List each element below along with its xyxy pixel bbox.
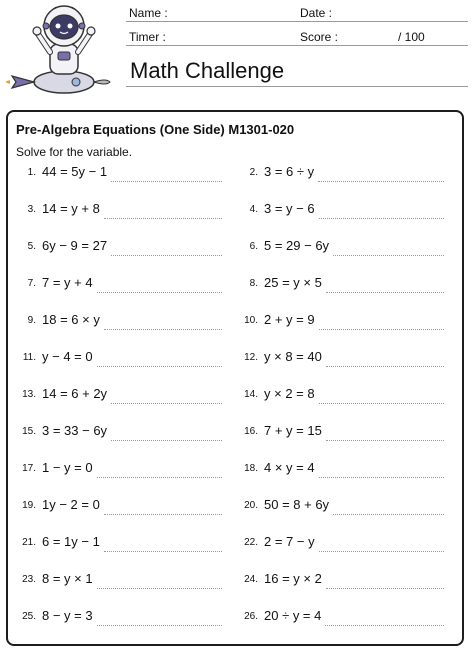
problem-equation: 7 + y = 15 xyxy=(264,423,322,438)
astronaut-rocket-icon xyxy=(6,2,118,102)
problem-number: 16. xyxy=(244,426,258,437)
problem-number: 21. xyxy=(22,537,36,548)
problem-equation: 6y − 9 = 27 xyxy=(42,238,108,253)
problem-item xyxy=(234,423,444,443)
problem-item xyxy=(234,571,444,591)
answer-line[interactable] xyxy=(326,440,444,441)
answer-line[interactable] xyxy=(326,588,444,589)
problem-equation: 50 = 8 + 6y xyxy=(264,497,330,512)
answer-line[interactable] xyxy=(319,477,444,478)
problem-equation: 14 = y + 8 xyxy=(42,201,100,216)
problem-item xyxy=(12,423,222,443)
problem-item xyxy=(12,386,222,406)
problem-equation: 44 = 5y − 1 xyxy=(42,164,108,179)
date-label: Date : xyxy=(300,6,333,20)
answer-line[interactable] xyxy=(319,403,444,404)
answer-line[interactable] xyxy=(319,329,444,330)
worksheet-panel xyxy=(6,110,464,646)
problem-number: 4. xyxy=(249,204,258,215)
problem-number: 12. xyxy=(244,352,258,363)
problem-item xyxy=(234,164,444,184)
problem-number: 6. xyxy=(249,241,258,252)
answer-line[interactable] xyxy=(104,551,222,552)
page-title: Math Challenge xyxy=(130,58,285,83)
problem-number: 5. xyxy=(27,241,36,252)
problem-equation: 3 = 33 − 6y xyxy=(42,423,108,438)
problem-item xyxy=(234,386,444,406)
answer-line[interactable] xyxy=(104,514,222,515)
problem-item xyxy=(12,349,222,369)
score-label: Score : xyxy=(300,30,339,44)
answer-line[interactable] xyxy=(104,329,222,330)
problem-equation: 14 = 6 + 2y xyxy=(42,386,108,401)
problem-item xyxy=(12,164,222,184)
answer-line[interactable] xyxy=(104,218,222,219)
problem-equation: y − 4 = 0 xyxy=(42,349,93,364)
problem-equation: 2 = 7 − y xyxy=(264,534,315,549)
problem-item xyxy=(12,201,222,221)
problem-item xyxy=(12,571,222,591)
worksheet-title: Pre-Algebra Equations (One Side) M1301-020 xyxy=(16,122,295,137)
answer-line[interactable] xyxy=(319,551,444,552)
problem-item xyxy=(12,460,222,480)
date-field[interactable] xyxy=(296,21,468,22)
problem-number: 1. xyxy=(27,167,36,178)
problem-item xyxy=(12,608,222,628)
problem-equation: 8 − y = 3 xyxy=(42,608,93,623)
name-label: Name : xyxy=(129,6,168,20)
title-underline xyxy=(126,86,468,87)
problem-number: 23. xyxy=(22,574,36,585)
problem-number: 18. xyxy=(244,463,258,474)
score-field[interactable] xyxy=(296,45,468,46)
problem-number: 22. xyxy=(244,537,258,548)
problem-equation: 1y − 2 = 0 xyxy=(42,497,100,512)
problem-number: 24. xyxy=(244,574,258,585)
problem-equation: 16 = y × 2 xyxy=(264,571,322,586)
answer-line[interactable] xyxy=(326,292,444,293)
answer-line[interactable] xyxy=(333,514,444,515)
problem-number: 14. xyxy=(244,389,258,400)
answer-line[interactable] xyxy=(111,403,222,404)
problem-number: 9. xyxy=(27,315,36,326)
problem-number: 3. xyxy=(27,204,36,215)
problem-number: 19. xyxy=(22,500,36,511)
problem-equation: 1 − y = 0 xyxy=(42,460,93,475)
instructions: Solve for the variable. xyxy=(16,145,133,159)
timer-label: Timer : xyxy=(129,30,166,44)
problem-equation: y × 8 = 40 xyxy=(264,349,322,364)
problem-number: 26. xyxy=(244,611,258,622)
problem-equation: 3 = y − 6 xyxy=(264,201,315,216)
problem-number: 10. xyxy=(244,315,258,326)
name-field[interactable] xyxy=(126,21,296,22)
answer-line[interactable] xyxy=(318,181,444,182)
problem-equation: 6 = 1y − 1 xyxy=(42,534,100,549)
problem-equation: 3 = 6 ÷ y xyxy=(264,164,315,179)
problem-number: 7. xyxy=(27,278,36,289)
problem-item xyxy=(234,312,444,332)
problem-item xyxy=(12,238,222,258)
answer-line[interactable] xyxy=(319,218,444,219)
answer-line[interactable] xyxy=(111,440,222,441)
problem-number: 13. xyxy=(22,389,36,400)
problem-item xyxy=(234,349,444,369)
answer-line[interactable] xyxy=(333,255,444,256)
problem-equation: 4 × y = 4 xyxy=(264,460,315,475)
answer-line[interactable] xyxy=(111,255,222,256)
answer-line[interactable] xyxy=(97,366,222,367)
problem-number: 11. xyxy=(22,352,36,363)
answer-line[interactable] xyxy=(326,366,444,367)
problem-number: 17. xyxy=(22,463,36,474)
problem-item xyxy=(12,275,222,295)
problem-number: 25. xyxy=(22,611,36,622)
problem-item xyxy=(234,608,444,628)
problem-equation: 25 = y × 5 xyxy=(264,275,322,290)
problem-item xyxy=(234,275,444,295)
problem-equation: 5 = 29 − 6y xyxy=(264,238,330,253)
problem-equation: 2 + y = 9 xyxy=(264,312,315,327)
problem-item xyxy=(234,497,444,517)
problem-item xyxy=(12,497,222,517)
problem-number: 8. xyxy=(249,278,258,289)
answer-line[interactable] xyxy=(97,625,222,626)
problem-item xyxy=(234,534,444,554)
problem-equation: y × 2 = 8 xyxy=(264,386,315,401)
answer-line[interactable] xyxy=(325,625,444,626)
problem-item xyxy=(234,201,444,221)
score-total: / 100 xyxy=(398,30,425,44)
problem-item xyxy=(234,238,444,258)
problem-number: 15. xyxy=(22,426,36,437)
problem-item xyxy=(12,312,222,332)
timer-field[interactable] xyxy=(126,45,296,46)
answer-line[interactable] xyxy=(97,588,222,589)
problem-number: 20. xyxy=(244,500,258,511)
problem-equation: 20 ÷ y = 4 xyxy=(264,608,322,623)
problem-equation: 7 = y + 4 xyxy=(42,275,93,290)
problem-equation: 8 = y × 1 xyxy=(42,571,93,586)
answer-line[interactable] xyxy=(111,181,222,182)
answer-line[interactable] xyxy=(97,477,222,478)
problem-number: 2. xyxy=(249,167,258,178)
problem-item xyxy=(234,460,444,480)
problem-item xyxy=(12,534,222,554)
problem-equation: 18 = 6 × y xyxy=(42,312,100,327)
answer-line[interactable] xyxy=(97,292,222,293)
